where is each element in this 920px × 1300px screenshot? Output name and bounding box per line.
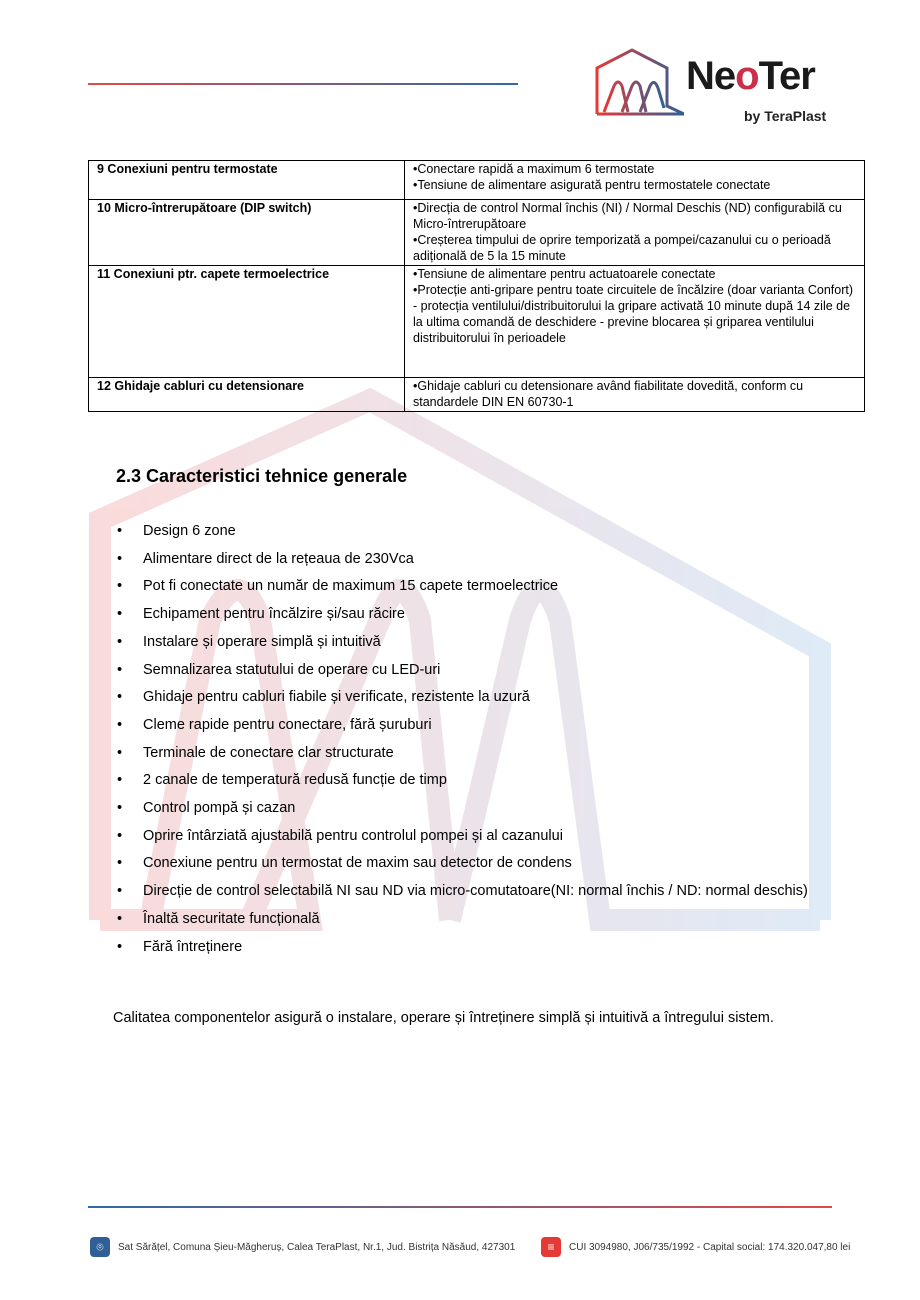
list-item-text: Conexiune pentru un termostat de maxim sau detector de condens (143, 855, 572, 872)
list-item-text: Terminale de conectare clar structurate (143, 744, 394, 761)
brand-tagline: by TeraPlast (744, 108, 827, 124)
brand-name: NeoTer (686, 54, 815, 98)
bullet-icon: • (117, 661, 123, 678)
row-description (405, 200, 865, 266)
bullet-icon: • (117, 883, 123, 900)
header-divider (88, 83, 518, 85)
list-item (113, 518, 833, 546)
house-logo-icon (592, 46, 684, 118)
description-line: •Ghidaje cabluri cu detensionare având fiabilitate dovedită, conform cu standardele DIN EN 60730-1 (413, 379, 804, 409)
bullet-icon: • (117, 827, 123, 844)
list-item-text: Alimentare direct de la rețeaua de 230Vca (143, 550, 414, 567)
list-item (113, 546, 833, 574)
section-title: 2.3 Caracteristici tehnice generale (116, 466, 408, 486)
footer-company (541, 1237, 850, 1257)
document-icon: ≡ (541, 1237, 561, 1257)
list-item-text: Control pompă și cazan (143, 800, 296, 817)
list-item (113, 601, 833, 629)
list-item (113, 795, 833, 823)
address-text: Sat Sărățel, Comuna Șieu-Măgheruș, Calea TeraPlast, Nr.1, Jud. Bistrița Năsăud, 427301 (118, 1241, 516, 1253)
bullet-icon: • (117, 800, 123, 817)
bullet-icon: • (117, 689, 123, 706)
bullet-icon: • (117, 716, 123, 733)
list-item (113, 823, 833, 851)
footer-divider (88, 1206, 832, 1208)
table-row (89, 378, 865, 412)
description-line: •Tensiune de alimentare asigurată pentru termostatele conectate (413, 178, 771, 192)
table-row (89, 266, 865, 378)
list-item-text: Ghidaje pentru cabluri fiabile și verificate, rezistente la uzură (143, 689, 530, 706)
features-table (88, 160, 865, 412)
neoter-logo (592, 46, 842, 126)
bullet-icon: • (117, 744, 123, 761)
company-info-text: CUI 3094980, J06/735/1992 - Capital social: 174.320.047,80 lei (569, 1241, 851, 1253)
list-item-text: Fără întreținere (143, 938, 243, 955)
bullet-icon: • (117, 910, 123, 927)
list-item-text: Direcție de control selectabilă NI sau ND via micro-comutatoare(NI: normal închis / ND: normal deschis) (143, 883, 808, 900)
list-item (113, 767, 833, 795)
list-item (113, 878, 833, 906)
list-item-text: 2 canale de temperatură redusă funcție de timp (143, 772, 447, 789)
list-item-text: Echipament pentru încălzire și/sau răcire (143, 606, 405, 623)
footer-address (90, 1237, 515, 1257)
list-item (113, 850, 833, 878)
row-label: 10 Micro-întrerupătoare (DIP switch) (89, 200, 405, 266)
bullet-icon: • (117, 578, 123, 595)
list-item-text: Design 6 zone (143, 523, 236, 539)
row-description (405, 266, 865, 378)
description-line: •Tensiune de alimentare pentru actuatoarele conectate (413, 267, 716, 281)
list-item (113, 573, 833, 601)
description-line: •Conectare rapidă a maximum 6 termostate (413, 162, 655, 176)
features-list (113, 518, 833, 961)
bullet-icon: • (117, 772, 123, 789)
table-row (89, 200, 865, 266)
list-item-text: Instalare și operare simplă și intuitivă (143, 633, 381, 650)
bullet-icon: • (117, 855, 123, 872)
row-label: 12 Ghidaje cabluri cu detensionare (89, 378, 405, 412)
list-item-text: Semnalizarea statutului de operare cu LED-uri (143, 661, 441, 678)
list-item (113, 712, 833, 740)
list-item (113, 657, 833, 685)
bullet-icon: • (117, 550, 123, 567)
row-description (405, 161, 865, 200)
row-description (405, 378, 865, 412)
description-line: •Creșterea timpului de oprire temporizată a pompei/cazanului cu o perioadă adițională de 5 la 15 minute (413, 233, 831, 263)
list-item (113, 934, 833, 962)
list-item-text: Pot fi conectate un număr de maximum 15 capete termoelectrice (143, 578, 559, 595)
row-label: 11 Conexiuni ptr. capete termoelectrice (89, 266, 405, 378)
row-label: 9 Conexiuni pentru termostate (89, 161, 405, 200)
list-item-text: Oprire întârziată ajustabilă pentru controlul pompei și al cazanului (143, 827, 563, 844)
description-line: •Protecție anti-gripare pentru toate circuitele de încălzire (doar varianta Confort) (413, 283, 854, 297)
table-row (89, 161, 865, 200)
location-pin-icon: ⌾ (90, 1237, 110, 1257)
list-item (113, 629, 833, 657)
list-item (113, 740, 833, 768)
list-item (113, 684, 833, 712)
list-item (113, 906, 833, 934)
bullet-icon: • (117, 938, 123, 955)
bullet-icon: • (117, 523, 123, 539)
closing-paragraph: Calitatea componentelor asigură o instalare, operare și întreținere simplă și intuitivă a întregului sistem. (113, 1010, 774, 1026)
list-item-text: Înaltă securitate funcțională (143, 910, 320, 927)
bullet-icon: • (117, 633, 123, 650)
description-line: •Direcția de control Normal închis (NI) / Normal Deschis (ND) configurabilă cu Micro-întrerupătoare (413, 201, 842, 231)
description-line: - protecția ventilului/distribuitorului la gripare activată 10 minute după 14 zile de la ultima comandă de deschidere - previne blocarea și griparea ventilului distribuitorului în perioadele (413, 299, 851, 345)
list-item-text: Cleme rapide pentru conectare, fără șuruburi (143, 716, 432, 733)
bullet-icon: • (117, 606, 123, 623)
